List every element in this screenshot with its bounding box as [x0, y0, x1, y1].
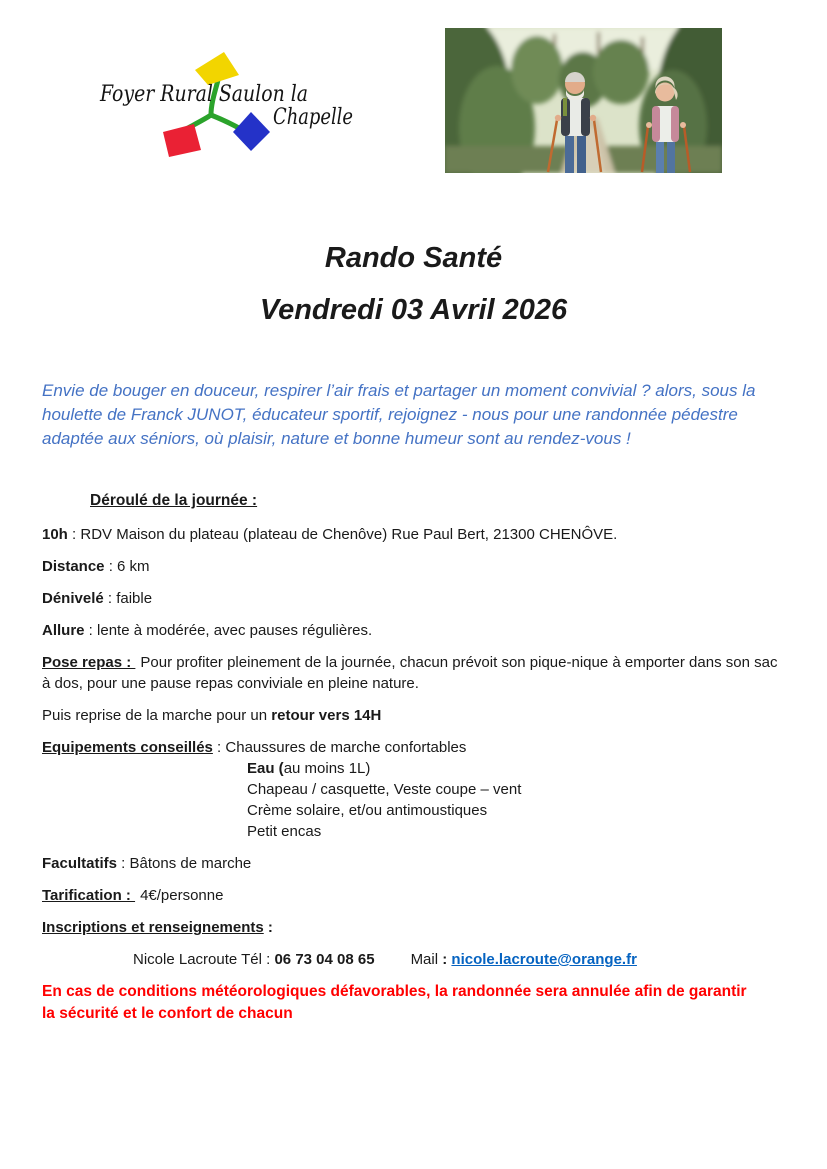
detail-label: Distance: [42, 558, 105, 575]
contact-name: Nicole Lacroute Tél :: [133, 951, 275, 968]
event-date: Vendredi 03 Avril 2026: [259, 294, 568, 326]
optional-paragraph: [42, 853, 785, 874]
logo-yellow-shape: [195, 52, 239, 85]
contact-email-link[interactable]: nicole.lacroute@orange.fr: [451, 951, 637, 968]
logo-text-line2: Chapelle: [273, 105, 353, 130]
pricing-value: 4€/personne: [140, 887, 224, 904]
detail-text: faible: [116, 590, 153, 607]
association-logo: [92, 48, 364, 166]
schedule-heading: Déroulé de la journée :: [90, 492, 258, 509]
detail-sep: :: [67, 526, 81, 543]
registration-sep: :: [263, 919, 273, 936]
resume-time: retour vers 14H: [271, 707, 382, 724]
detail-label: Dénivelé: [42, 590, 104, 607]
logo-text-line1: Foyer Rural Saulon la: [99, 82, 309, 107]
detail-label: Allure: [42, 622, 85, 639]
detail-row-elevation: [42, 588, 785, 609]
pricing-paragraph: [42, 885, 785, 906]
detail-row-distance: [42, 556, 785, 577]
detail-row-pace: [42, 620, 785, 641]
registration-paragraph: [42, 917, 785, 938]
logo-blue-shape: [233, 112, 270, 151]
resume-prefix: Puis reprise de la marche pour un: [42, 707, 272, 724]
resume-paragraph: [42, 705, 785, 726]
meal-label: Pose repas :: [42, 654, 136, 671]
detail-label: 10h: [42, 526, 68, 543]
equipment-item-text: Chapeau / casquette, Veste coupe – vent: [247, 781, 522, 798]
equipment-item: Chaussures de marche confortables: [225, 739, 467, 756]
senior-hikers-photo: [445, 28, 722, 173]
contact-line: [42, 949, 785, 970]
equipment-item-text: Crème solaire, et/ou antimoustiques: [247, 802, 488, 819]
optional-sep: :: [117, 855, 130, 872]
equipment-sep: :: [212, 739, 226, 756]
equipment-block: [42, 737, 785, 842]
detail-sep: :: [84, 622, 98, 639]
detail-row-time: [42, 524, 785, 545]
logo-red-shape: [163, 124, 201, 157]
registration-label: Inscriptions et renseignements: [42, 919, 264, 936]
event-title: Rando Santé: [324, 242, 503, 274]
meal-text: Pour profiter pleinement de la journée, chacun prévoit son pique-nique à emporter dans son sac à dos, pour une pause repas conviviale en pleine nature.: [42, 654, 778, 692]
equipment-item-bold: Eau (: [247, 760, 284, 777]
detail-text: lente à modérée, avec pauses régulières.: [97, 622, 373, 639]
detail-sep: :: [104, 558, 118, 575]
meal-paragraph: [42, 652, 785, 694]
title-block: [0, 241, 827, 327]
pricing-label: Tarification :: [42, 887, 136, 904]
detail-sep: :: [103, 590, 117, 607]
optional-label: Facultatifs: [42, 855, 118, 872]
weather-warning: En cas de conditions météorologiques défavorables, la randonnée sera annulée afin de garantir la sécurité et le confort de chacun: [42, 983, 747, 1022]
equipment-item: [42, 800, 785, 821]
mail-colon: :: [438, 951, 452, 968]
mail-label: Mail: [410, 951, 439, 968]
equipment-item-text: au moins 1L): [283, 760, 371, 777]
intro-paragraph: Envie de bouger en douceur, respirer l’air frais et partager un moment convivial ? alors, sous la houlette de Franck JUNOT, éducateur sportif, rejoignez - nous pour une randonnée pédestre adaptée aux séniors, où plaisir, nature et bonne humeur sont au rendez-vous !: [42, 381, 756, 448]
detail-text: RDV Maison du plateau (plateau de Chenôve) Rue Paul Bert, 21300 CHENÔVE.: [80, 526, 618, 543]
optional-text: Bâtons de marche: [129, 855, 252, 872]
equipment-item: [42, 821, 785, 842]
equipment-label: Equipements conseillés: [42, 739, 213, 756]
equipment-item-text: Petit encas: [247, 823, 322, 840]
detail-text: 6 km: [117, 558, 150, 575]
equipment-item: [42, 758, 785, 779]
contact-phone: 06 73 04 08 65: [274, 951, 375, 968]
header: [0, 0, 827, 175]
equipment-item: [42, 779, 785, 800]
